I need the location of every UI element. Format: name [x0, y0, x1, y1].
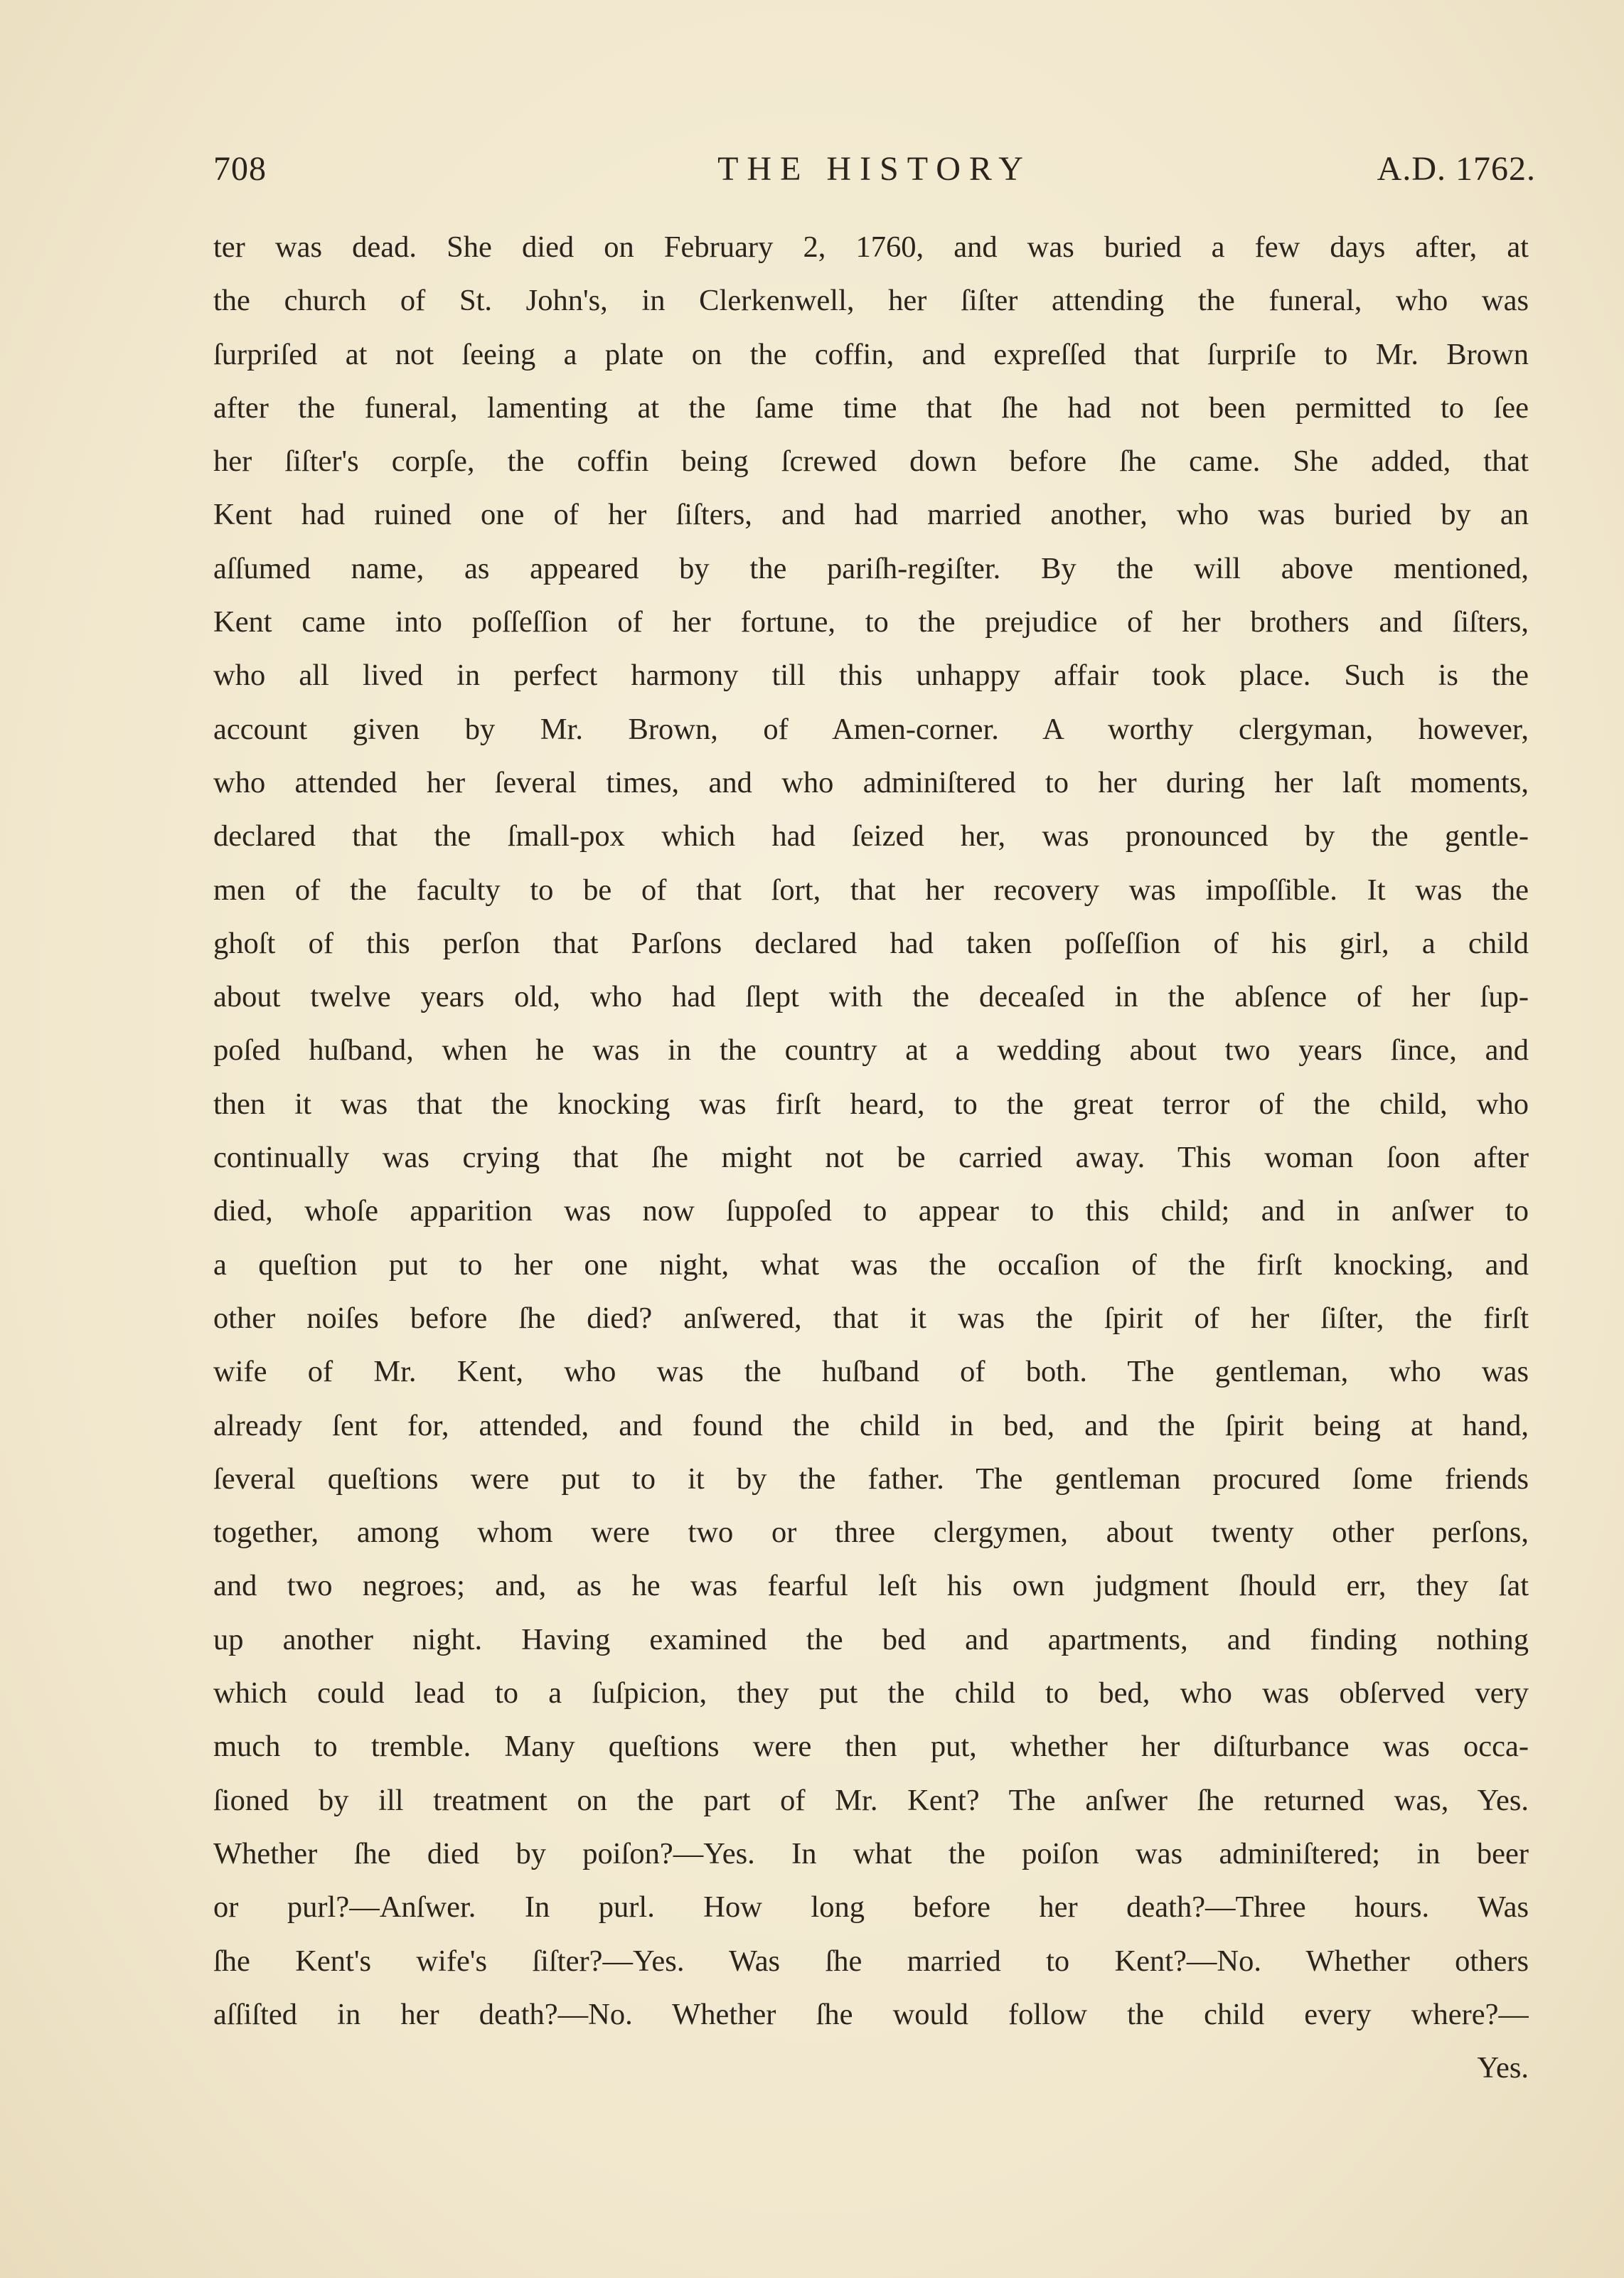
text-line: Kent had ruined one of her ſiſters, and had married another, who was buried by an [213, 498, 1529, 532]
running-title: THE HISTORY [717, 150, 1032, 188]
text-line: already ſent for, attended, and found the child in bed, and the ſpirit being at hand, [213, 1408, 1529, 1442]
text-line: about twelve years old, who had ſlept with the deceaſed in the abſence of her ſup- [213, 980, 1529, 1014]
text-line: the church of St. John's, in Clerkenwell, her ſiſter attending the funeral, who was [213, 284, 1529, 318]
text-line: declared that the ſmall-pox which had ſeized her, was pronounced by the gentle- [213, 819, 1529, 853]
text-line: after the funeral, lamenting at the ſame time that ſhe had not been permitted to ſee [213, 390, 1529, 425]
text-line: much to tremble. Many queſtions were then put, whether her diſturbance was occa- [213, 1730, 1529, 1764]
page-number: 708 [213, 150, 267, 188]
text-line: who attended her ſeveral times, and who adminiſtered to her during her laſt moments, [213, 765, 1529, 799]
body-text [213, 220, 1529, 2095]
catchword: Yes. [1477, 2051, 1529, 2085]
text-line: ſeveral queſtions were put to it by the father. The gentleman procured ſome friends [213, 1462, 1529, 1496]
running-date: A.D. 1762. [1377, 150, 1536, 188]
running-head [213, 149, 1536, 199]
text-line: wife of Mr. Kent, who was the huſband of both. The gentleman, who was [213, 1355, 1529, 1389]
text-line: account given by Mr. Brown, of Amen-corner. A worthy clergyman, however, [213, 712, 1529, 746]
text-line: which could lead to a ſuſpicion, they put the child to bed, who was obſerved very [213, 1676, 1529, 1710]
text-line: and two negroes; and, as he was fearful leſt his own judgment ſhould err, they ſat [213, 1569, 1529, 1603]
text-line: up another night. Having examined the bed and apartments, and finding nothing [213, 1622, 1529, 1656]
text-line: ſurpriſed at not ſeeing a plate on the coffin, and expreſſed that ſurpriſe to Mr. Brown [213, 337, 1529, 371]
text-line: a queſtion put to her one night, what was the occaſion of the firſt knocking, and [213, 1247, 1529, 1282]
text-line: other noiſes before ſhe died? anſwered, that it was the ſpirit of her ſiſter, the firſt [213, 1301, 1529, 1335]
text-line: ter was dead. She died on February 2, 1760, and was buried a few days after, at [213, 230, 1529, 264]
text-line: poſed huſband, when he was in the country at a wedding about two years ſince, and [213, 1033, 1529, 1068]
text-line: together, among whom were two or three clergymen, about twenty other perſons, [213, 1516, 1529, 1550]
text-line: Whether ſhe died by poiſon?—Yes. In what the poiſon was adminiſtered; in beer [213, 1836, 1529, 1870]
text-line: or purl?—Anſwer. In purl. How long before her death?—Three hours. Was [213, 1890, 1529, 1925]
text-line: her ſiſter's corpſe, the coffin being ſcrewed down before ſhe came. She added, that [213, 445, 1529, 479]
text-line: Kent came into poſſeſſion of her fortune, to the prejudice of her brothers and ſiſters, [213, 605, 1529, 639]
text-line: died, whoſe apparition was now ſuppoſed to appear to this child; and in anſwer to [213, 1194, 1529, 1228]
text-line: men of the faculty to be of that ſort, that her recovery was impoſſible. It was the [213, 873, 1529, 907]
text-line: aſſiſted in her death?—No. Whether ſhe would follow the child every where?— [213, 1997, 1529, 2031]
text-line: continually was crying that ſhe might not be carried away. This woman ſoon after [213, 1141, 1529, 1175]
text-line: aſſumed name, as appeared by the pariſh-regiſter. By the will above mentioned, [213, 551, 1529, 585]
text-line: ghoſt of this perſon that Parſons declared had taken poſſeſſion of his girl, a child [213, 926, 1529, 960]
text-line: ſhe Kent's wife's ſiſter?—Yes. Was ſhe married to Kent?—No. Whether others [213, 1944, 1529, 1978]
text-line: ſioned by ill treatment on the part of Mr. Kent? The anſwer ſhe returned was, Yes. [213, 1783, 1529, 1817]
text-line: who all lived in perfect harmony till this unhappy affair took place. Such is the [213, 659, 1529, 693]
text-line: then it was that the knocking was firſt heard, to the great terror of the child, who [213, 1087, 1529, 1121]
